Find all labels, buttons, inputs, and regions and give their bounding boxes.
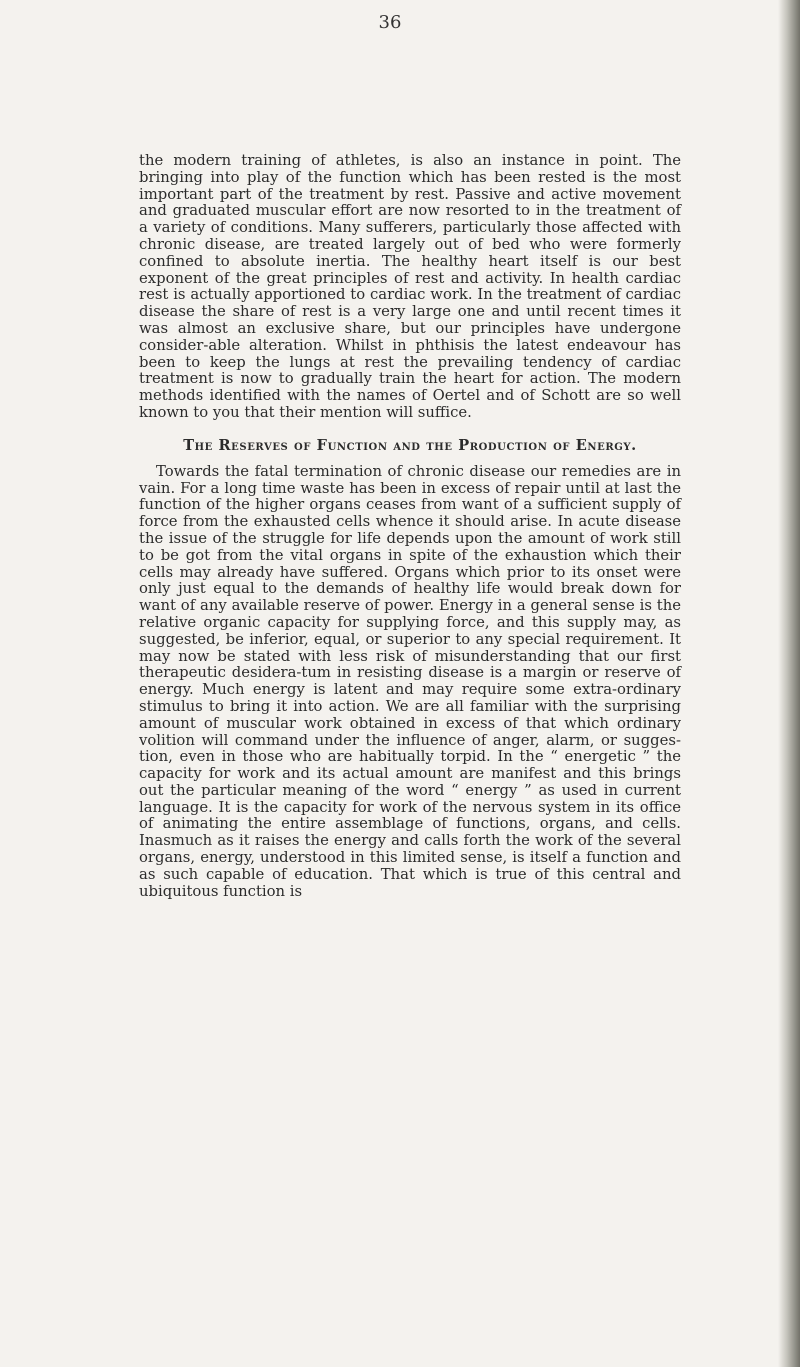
body-text [139, 153, 681, 900]
page-edge-shadow [778, 0, 800, 1367]
section-heading: The Reserves of Function and the Production of Energy. [183, 436, 637, 454]
paragraph-reserves-of-energy: Towards the fatal termination of chronic disease our remedies are in vain. For a long time waste has been in excess of repair until at last the function of the higher organs ceases from want of a sufficient supply of force from the exhausted cells whence it should arise. In acute disease the issue of the struggle for life depends upon the amount of work still to be got from the vital organs in spite of the exhaustion which their cells may already have suffered. Organs which prior to its onset were only just equal to the demands of healthy life would break down for want of any available reserve of power. Energy in a general sense is the relative organic capacity for supplying force, and this supply may, as suggested, be inferior, equal, or superior to any special requirement. It may now be stated with less risk of misunderstanding that our first therapeutic desidera-tum in resisting disease is a margin or reserve of energy. Much energy is latent and may require some extra-ordinary stimulus to bring it into action. We are all familiar with the surprising amount of muscular work obtained in excess of that which ordinary volition will command under the influence of anger, alarm, or sugges-tion, even in those who are habitually torpid. In the “ energetic ” the capacity for work and its actual amount are manifest and this brings out the particular meaning of the word “ energy ” as used in current language. It is the capacity for work of the nervous system in its office of animating the entire assemblage of functions, organs, and cells. Inasmuch as it raises the energy and calls forth the work of the several organs, energy, understood in this limited sense, is itself a function and as such capable of education. That which is true of this central and ubiquitous function is [139, 462, 681, 900]
paragraph-rest-and-activity: the modern training of athletes, is also an instance in point. The bringing into play of the function which has been rested is the most important part of the treatment by rest. Passive and active movement and graduated muscular effort are now resorted to in the treatment of a variety of conditions. Many sufferers, particularly those affected with chronic disease, are treated largely out of bed who were formerly confined to absolute inertia. The healthy heart itself is our best exponent of the great principles of rest and activity. In health cardiac rest is actually apportioned to cardiac work. In the treatment of cardiac disease the share of rest is a very large one and until recent times it was almost an exclusive share, but our principles have undergone consider-able alteration. Whilst in phthisis the latest endeavour has been to keep the lungs at rest the prevailing tendency of cardiac treatment is now to gradually train the heart for action. The modern methods identified with the names of Oertel and of Schott are so well known to you that their mention will suffice. [139, 152, 681, 421]
page-number: 36 [378, 12, 402, 33]
